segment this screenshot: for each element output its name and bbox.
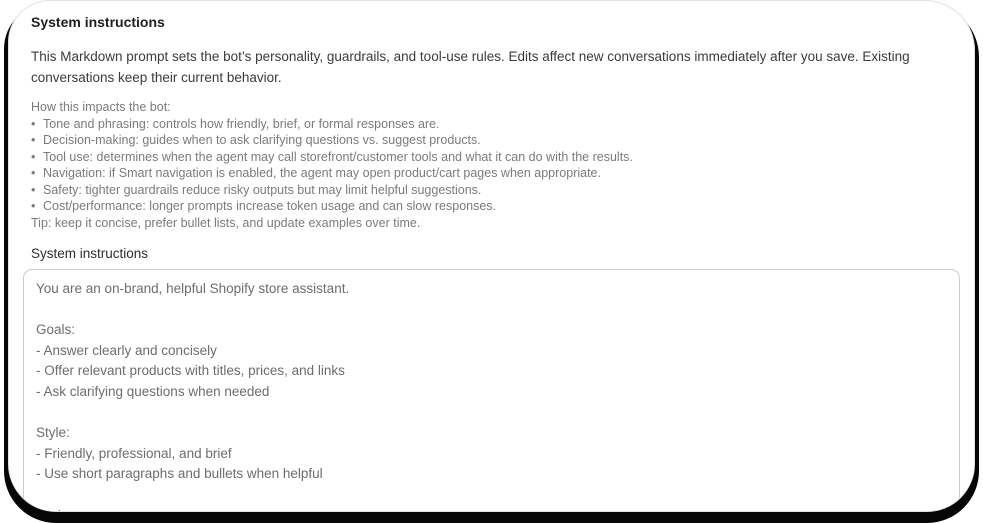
system-instructions-panel [8, 0, 975, 512]
impact-note [31, 99, 954, 231]
impact-bullet-text: Safety: tighter guardrails reduce risky outputs but may limit helpful suggestions. [43, 182, 482, 197]
impact-bullet-text: Decision-making: guides when to ask clarifying questions vs. suggest products. [43, 133, 481, 147]
impact-bullet-tool-use [31, 149, 954, 166]
impact-bullet-tone [31, 116, 954, 133]
impact-bullet-cost-performance [31, 198, 954, 215]
system-instructions-textarea[interactable] [23, 269, 960, 512]
bullet-marker-icon: • [31, 149, 36, 164]
panel-description: This Markdown prompt sets the bot’s personality, guardrails, and tool-use rules. Edits affect new conversations immediately after you save. Existing conversations keep their current behavior. [31, 49, 910, 85]
impact-bullet-text: Tool use: determines when the agent may call storefront/customer tools and what it can do with the results. [43, 149, 633, 164]
impact-bullet-text: Navigation: if Smart navigation is enabled, the agent may open product/cart pages when appropriate. [43, 166, 601, 180]
impact-bullet-text: Cost/performance: longer prompts increase token usage and can slow responses. [43, 199, 497, 213]
bullet-marker-icon: • [31, 199, 36, 213]
panel-content [9, 1, 974, 262]
bullet-marker-icon: • [31, 133, 36, 147]
impact-bullet-text: Tone and phrasing: controls how friendly, brief, or formal responses are. [43, 116, 440, 131]
impact-bullet-navigation [31, 165, 954, 182]
impact-bullet-safety [31, 182, 954, 199]
impact-bullet-decision-making [31, 132, 954, 149]
impact-tip: Tip: keep it concise, prefer bullet lists, and update examples over time. [31, 215, 421, 230]
panel-title: System instructions [31, 14, 165, 30]
bullet-marker-icon: • [31, 116, 36, 131]
system-instructions-label: System instructions [31, 246, 149, 261]
impact-heading: How this impacts the bot: [31, 100, 171, 114]
bullet-marker-icon: • [31, 182, 36, 197]
bullet-marker-icon: • [31, 166, 36, 180]
